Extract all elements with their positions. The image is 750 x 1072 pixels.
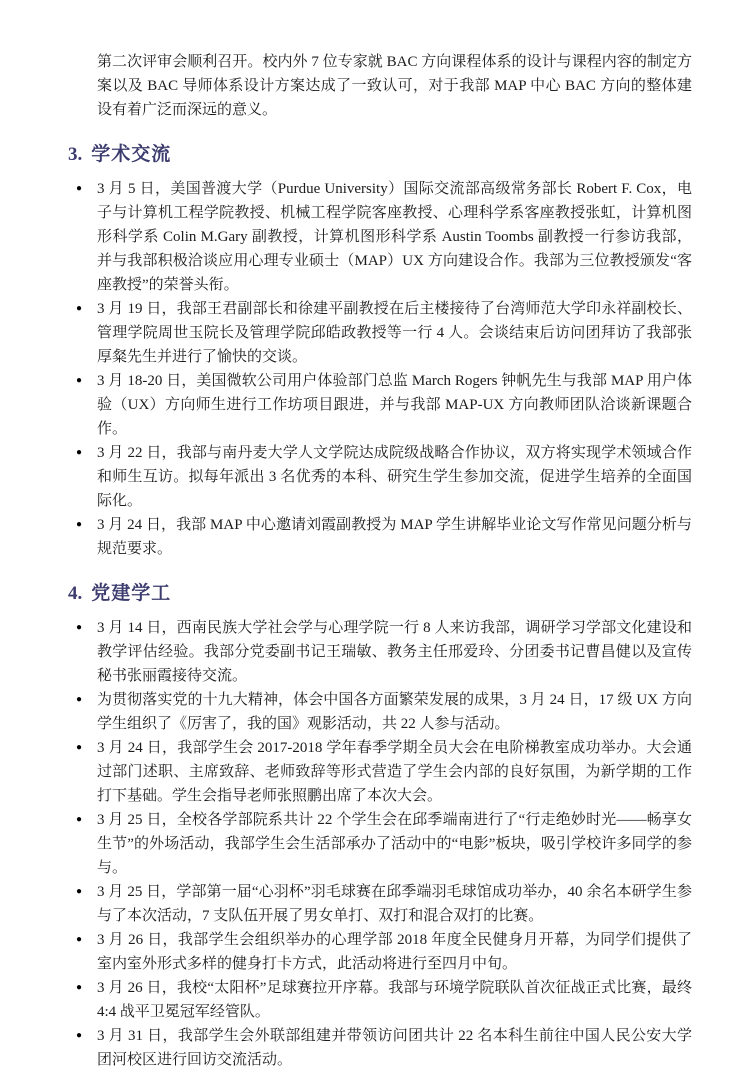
news-item: ● 为贯彻落实党的十九大精神，体会中国各方面繁荣发展的成果，3 月 24 日，17 级 UX 方向学生组织了《厉害了，我的国》观影活动，共 22 人参与活动。 [97, 688, 692, 736]
intro-paragraph: 第二次评审会顺利召开。校内外 7 位专家就 BAC 方向课程体系的设计与课程内容的制定方案以及 BAC 导师体系设计方案达成了一致认可，对于我部 MAP 中心 BAC 方向的整体建设有着广泛而深远的意义。 [97, 54, 692, 118]
news-item: ● 3 月 26 日，我校“太阳杯”足球赛拉开序幕。我部与环境学院联队首次征战正式比赛，最终 4:4 战平卫冕冠军经管队。 [97, 976, 692, 1024]
news-item: ● 3 月 25 日，全校各学部院系共计 22 个学生会在邱季端南进行了“行走绝妙时光——畅享女生节”的外场活动，我部学生会生活部承办了活动中的“电影”板块，吸引学校许多同学的参与。 [97, 808, 692, 880]
news-item: ● 3 月 24 日，我部 MAP 中心邀请刘霞副教授为 MAP 学生讲解毕业论文写作常见问题分析与规范要求。 [97, 513, 692, 561]
section-number: 3. [68, 144, 83, 165]
section-number: 4. [68, 583, 83, 604]
news-item: ● 3 月 19 日，我部王君副部长和徐建平副教授在后主楼接待了台湾师范大学印永祥副校长、管理学院周世玉院长及管理学院邱皓政教授等一行 4 人。会谈结束后访问团拜访了我部张厚粲先生并进行了愉快的交谈。 [97, 297, 692, 369]
section-title: 党建学工 [91, 583, 172, 604]
news-item: ● 3 月 5 日，美国普渡大学（Purdue University）国际交流部高级常务部长 Robert F. Cox，电子与计算机工程学院教授、机械工程学院客座教授、心理科学系客座教授张虹，计算机图形科学系 Colin M.Gary 副教授，计算机图形科学系 Austin Toombs 副教授一行参访我部，并与我部积极洽谈应用心理专业硕士（MAP）UX 方向建设合作。我部为三位教授颁发“客座教授”的荣誉头衔。 [97, 177, 692, 297]
news-item: ● 3 月 25 日，学部第一届“心羽杯”羽毛球赛在邱季端羽毛球馆成功举办，40 余名本研学生参与了本次活动，7 支队伍开展了男女单打、双打和混合双打的比赛。 [97, 880, 692, 928]
section-heading-party-student-work [68, 578, 692, 605]
news-item: ● 3 月 22 日，我部与南丹麦大学人文学院达成院级战略合作协议，双方将实现学术领域合作和师生互访。拟每年派出 3 名优秀的本科、研究生学生参加交流，促进学生培养的全面国际化。 [97, 441, 692, 513]
academic-exchange-list [68, 177, 692, 561]
news-item: ● 3 月 14 日，西南民族大学社会学与心理学院一行 8 人来访我部，调研学习学部文化建设和教学评估经验。我部分党委副书记王瑞敏、教务主任邢爱玲、分团委书记曹昌健以及宣传秘书张丽霞接待交流。 [97, 616, 692, 688]
news-item: ● 3 月 26 日，我部学生会组织举办的心理学部 2018 年度全民健身月开幕，为同学们提供了室内室外形式多样的健身打卡方式，此活动将进行至四月中旬。 [97, 928, 692, 976]
news-item: ● 3 月 24 日，我部学生会 2017-2018 学年春季学期全员大会在电阶梯教室成功举办。大会通过部门述职、主席致辞、老师致辞等形式营造了学生会内部的良好氛围，为新学期的工作打下基础。学生会指导老师张照鹏出席了本次大会。 [97, 736, 692, 808]
news-item: ● 3 月 18-20 日，美国微软公司用户体验部门总监 March Rogers 钟帆先生与我部 MAP 用户体验（UX）方向师生进行工作坊项目跟进，并与我部 MAP-UX 方向教师团队洽谈新课题合作。 [97, 369, 692, 441]
party-student-work-list [68, 616, 692, 1072]
news-item: ● 3 月 31 日，我部学生会外联部组建并带领访问团共计 22 名本科生前往中国人民公安大学团河校区进行回访交流活动。 [97, 1024, 692, 1072]
section-heading-academic-exchange [68, 139, 692, 166]
section-title: 学术交流 [91, 144, 172, 165]
